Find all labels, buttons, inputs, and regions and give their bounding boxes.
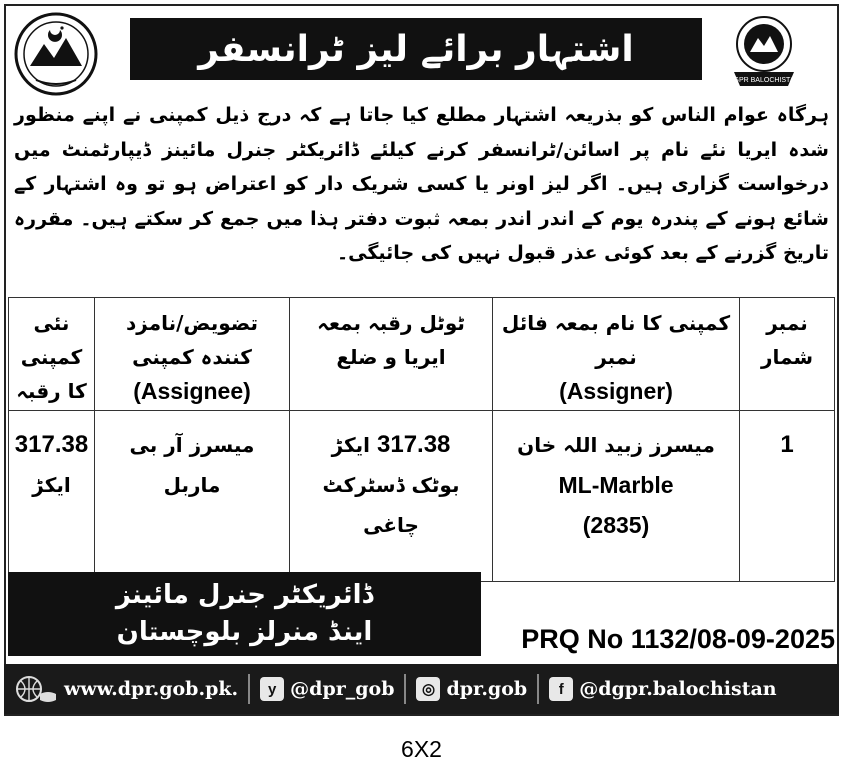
twitter-handle[interactable]: [260, 677, 394, 701]
cell-serial: 1: [740, 411, 835, 582]
facebook-text: @dgpr.balochistan: [579, 678, 777, 700]
instagram-handle[interactable]: [416, 677, 527, 701]
cell-assigner: [493, 411, 740, 582]
svg-text:DGPR BALOCHISTAN: DGPR BALOCHISTAN: [728, 77, 800, 84]
header-assignee-urdu: تضویض/نامزد کنندہ کمپنی: [126, 311, 258, 369]
contact-footer: [4, 664, 839, 714]
cell-area-district: [290, 411, 493, 582]
footer-divider: [404, 674, 406, 704]
instagram-text: dpr.gob: [446, 678, 528, 700]
instagram-icon: ◎: [416, 677, 440, 701]
facebook-handle[interactable]: [549, 677, 776, 701]
area-location: بوٹک ڈسٹرکٹ: [322, 473, 460, 497]
header-serial: نمبر شمار: [740, 298, 835, 411]
cell-assignee: [95, 411, 290, 582]
twitter-icon: y: [260, 677, 284, 701]
advertisement-title: اشتہار برائے لیز ٹرانسفر: [130, 18, 702, 80]
header-assignee-english: (Assignee): [133, 378, 251, 404]
area-value-line: [294, 425, 488, 465]
table-row: [9, 411, 835, 582]
area-unit: ایکڑ: [331, 433, 371, 457]
authority-line-2: اینڈ منرلز بلوچستان: [116, 617, 373, 647]
footer-divider: [537, 674, 539, 704]
issuing-authority: [8, 572, 481, 656]
header-assignee: [95, 298, 290, 411]
new-area-unit: ایکڑ: [32, 473, 71, 497]
twitter-text: @dpr_gob: [290, 678, 395, 700]
header-assigner: [493, 298, 740, 411]
assigner-name: میسرز زبید اللہ خان: [517, 433, 715, 457]
facebook-icon: f: [549, 677, 573, 701]
table-header-row: [9, 298, 835, 411]
dgpr-emblem-left: [10, 8, 102, 100]
lease-transfer-table: [8, 297, 835, 582]
cell-new-area: [9, 411, 95, 582]
assignee-name: میسرز آر بی ماربل: [129, 433, 255, 497]
header-assigner-english: (Assigner): [559, 378, 673, 404]
header-assigner-urdu: کمپنی کا نام بمعہ فائل نمبر: [501, 311, 731, 369]
header-new-area: نئی کمپنی کا رقبہ: [9, 298, 95, 411]
website-link[interactable]: www.dpr.gob.pk.: [64, 678, 239, 700]
assigner-type: ML-Marble: [558, 472, 674, 498]
footer-divider: [248, 674, 250, 704]
assigner-file-no: (2835): [582, 512, 650, 538]
header-area-district: ٹوٹل رقبہ بمعہ ایریا و ضلع: [290, 298, 493, 411]
prq-number: PRQ No 1132/08-09-2025: [521, 624, 835, 654]
globe-hand-icon: [12, 672, 58, 706]
notice-text: ہرگاہ عوام الناس کو بذریعہ اشتہار مطلع کیا جاتا ہے کہ درج ذیل کمپنی نے اپنے منظور شدہ ایریا نئے نام پر اسائن/ٹرانسفر کرنے کیلئے ڈائریکٹر جنرل مائینز ڈیپارٹمنٹ میں درخواست گزاری ہیں۔ اگر لیز اونر یا کسی شریک دار کو اعتراض ہو تو وہ اشتہار کے شائع ہونے کے پندرہ یوم کے اندر اندر بمعہ ثبوت دفتر ہذا میں جمع کر سکتے ہیں۔ مقررہ تاریخ گزرنے کے بعد کوئی عذر قبول نہیں کی جائیگی۔: [14, 104, 829, 264]
dgpr-emblem-right: [718, 6, 810, 98]
area-value: 317.38: [377, 431, 451, 458]
area-district: چاغی: [363, 513, 419, 537]
new-area-value: 317.38: [14, 431, 89, 458]
ad-size-label: 6X2: [401, 736, 442, 762]
authority-line-1: ڈائریکٹر جنرل مائینز: [115, 580, 374, 610]
